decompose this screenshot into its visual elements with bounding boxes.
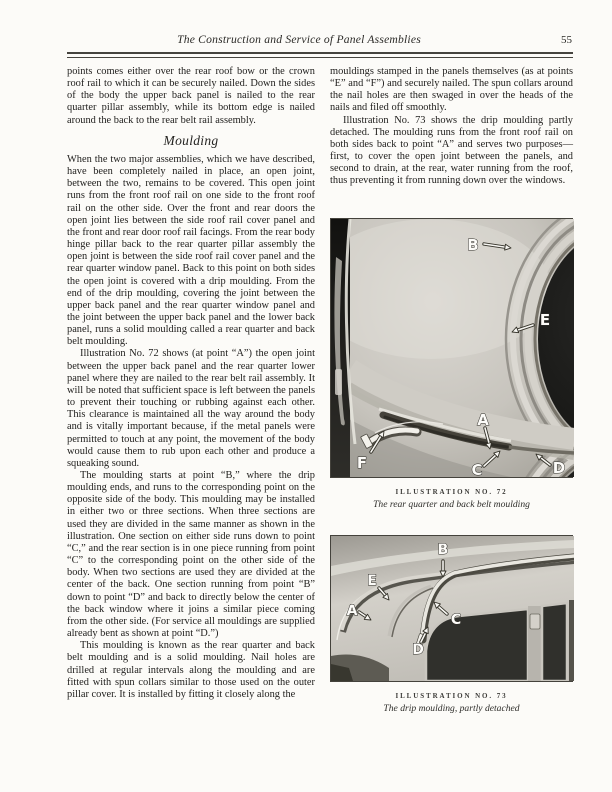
header-double-rule <box>67 52 573 58</box>
running-header-title: The Construction and Service of Panel Assemblies <box>177 33 421 46</box>
figure73-label-e: E <box>367 573 377 589</box>
running-header <box>67 33 573 50</box>
figure-72-photo <box>330 218 573 478</box>
figure72-label-b: B <box>467 236 479 254</box>
figure72-label-e: E <box>539 311 551 329</box>
figure-72-caption-subtitle: The rear quarter and back belt moulding <box>373 499 530 510</box>
figure72-label-c: C <box>471 461 483 477</box>
figure72-label-f: F <box>356 454 368 472</box>
figure-73-photo <box>330 535 573 682</box>
door-window <box>542 603 567 681</box>
paragraph: This moulding is known as the rear quarter and back belt moulding and is a solid moulding. Nail holes are drilled at regular intervals along the moulding and are fitted with spun collars similar to those used on the outer pillar cover. It is installed by fitting it closely along the <box>67 640 315 700</box>
figure72-label-d: D <box>552 459 566 477</box>
paragraph: points comes either over the rear roof bow or the crown roof rail to which it can be securely nailed. Down the sides of the body the upper back panel is nailed to the rear quarter pillar assembly, while its bottom edge is nailed around the back to the rear belt rail assembly. <box>67 66 315 126</box>
section-heading-moulding: Moulding <box>163 132 219 148</box>
paragraph: Illustration No. 73 shows the drip moulding partly detached. The moulding runs from the front roof rail on both sides back to point “A” and serves two purposes—first, to cover the open joint between the panels, and second to drain, at the rear, water running from the roof, thus preventing it from running down over the windows. <box>330 114 573 187</box>
figure72-label-a: A <box>477 411 489 429</box>
paragraph: mouldings stamped in the panels themselves (as at points “E” and “F”) and securely nailed. The spun collars around the nail holes are then swaged in over the heads of the nails and filed off smoothly. <box>330 66 573 114</box>
figure-73-caption-title: ILLUSTRATION NO. 73 <box>395 692 508 700</box>
figure-72-caption-title: ILLUSTRATION NO. 72 <box>395 488 508 496</box>
figure-72 <box>330 218 573 510</box>
paragraph: Illustration No. 72 shows (at point “A”) the open joint between the upper back panel and the rear quarter lower panel where they are nailed to the rear belt rail assembly. It will be noted that sufficient space is left between the panels to prevent their touching or rubbing against each other. This clearance is maintained all the way around the body and is vitally important because, if the metal panels were permitted to touch at any point, the movement of the body would cause them to rub upon each other and produce a squeaking sound. <box>67 348 315 469</box>
figure-72-caption <box>330 488 573 510</box>
figure-73-caption-subtitle: The drip moulding, partly detached <box>383 703 520 714</box>
left-column <box>67 66 315 701</box>
page-number: 55 <box>561 34 572 46</box>
figure73-label-c: C <box>450 612 462 628</box>
figure73-label-b: B <box>437 542 449 558</box>
figure-73 <box>330 535 573 714</box>
right-column <box>330 66 573 188</box>
figure-73-caption <box>330 692 573 714</box>
paragraph: The moulding starts at point “B,” where the drip moulding ends, and runs to the corresponding point on the opposite side of the body. This moulding may be installed in either two or three sections. When three sections are used they are divided in the same manner as shown in the illustration. One section on either side runs down to point “C,” and the rear section is in one piece running from point “C” to the corresponding point on the other side of the body. When two sections are used they are divided at the center of the back. One section running from point “B” down to point “D” and back to directly below the center of the back window where it joins a similar piece coming from the other side. (For service all mouldings are supplied already bent as shown at point “D.”) <box>67 470 315 640</box>
door-hinge <box>530 614 540 629</box>
figure-72-artwork <box>331 219 574 477</box>
figure-73-artwork <box>331 536 574 681</box>
paragraph: When the two major assemblies, which we have described, have been completely nailed in place, an open joint, between the two, remains to be covered. This open joint runs from the front roof rail on one side to the front roof rail on the other side. Over the front and rear doors the open joint lies between the side roof rail cover panel and the front and rear door roof rail facings. From the rear body hinge pillar back to the rear quarter pillar assembly the open joint is between the side roof rail cover panel and the rear quarter window panel. Back to this point on both sides the open joint is covered with a drip moulding. From the end of the drip moulding, covering the joint between the upper back panel and the rear quarter window panel and the joint between the upper back panel and the lower back panel, runs a solid moulding called a rear quarter and back belt moulding. <box>67 153 315 348</box>
figure73-label-d: D <box>412 642 424 658</box>
figure73-label-a: A <box>346 603 358 619</box>
